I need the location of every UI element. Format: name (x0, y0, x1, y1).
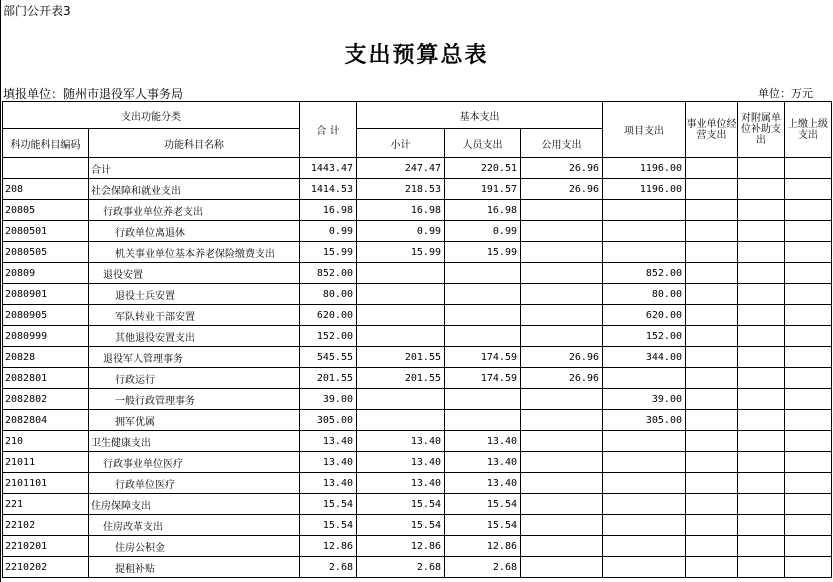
row-code: 221 (3, 494, 89, 515)
row-public: 26.96 (521, 368, 603, 389)
basic-header: 基本支出 (357, 102, 603, 129)
row-upper (785, 284, 832, 305)
row-project (603, 431, 686, 452)
table-row (3, 473, 832, 494)
row-upper (785, 431, 832, 452)
table-row (3, 200, 832, 221)
table-row (3, 284, 832, 305)
row-upper (785, 557, 832, 578)
row-subtotal (357, 284, 445, 305)
row-name: 行政单位离退休 (89, 221, 300, 242)
row-subsidy (738, 452, 785, 473)
row-name: 退役军人管理事务 (89, 347, 300, 368)
row-code: 20828 (3, 347, 89, 368)
money-unit: 单位：万元 (758, 87, 813, 100)
row-project: 152.00 (603, 326, 686, 347)
row-unit-operation (686, 389, 738, 410)
row-upper (785, 200, 832, 221)
row-personnel: 13.40 (445, 431, 521, 452)
row-personnel: 15.99 (445, 242, 521, 263)
row-project: 1196.00 (603, 158, 686, 179)
row-code: 2080505 (3, 242, 89, 263)
row-public (521, 452, 603, 473)
table-row (3, 305, 832, 326)
row-public (521, 242, 603, 263)
row-name: 行政事业单位养老支出 (89, 200, 300, 221)
row-public (521, 473, 603, 494)
row-subtotal: 15.54 (357, 515, 445, 536)
row-project (603, 557, 686, 578)
unit-operation-header: 事业单位经营支出 (686, 102, 738, 158)
row-upper (785, 158, 832, 179)
row-total: 80.00 (300, 284, 357, 305)
row-upper (785, 242, 832, 263)
row-subsidy (738, 305, 785, 326)
row-subtotal: 13.40 (357, 431, 445, 452)
row-public: 26.96 (521, 158, 603, 179)
row-personnel: 220.51 (445, 158, 521, 179)
row-unit-operation (686, 263, 738, 284)
row-project (603, 200, 686, 221)
row-subsidy (738, 221, 785, 242)
row-subtotal: 15.99 (357, 242, 445, 263)
row-subsidy (738, 347, 785, 368)
reporting-unit: 填报单位：随州市退役军人事务局 (3, 87, 184, 101)
row-upper (785, 452, 832, 473)
row-personnel: 16.98 (445, 200, 521, 221)
row-public (521, 410, 603, 431)
total-header: 合 计 (300, 102, 357, 158)
row-total: 16.98 (300, 200, 357, 221)
row-total: 152.00 (300, 326, 357, 347)
row-subsidy (738, 389, 785, 410)
table-row (3, 221, 832, 242)
row-name: 行政运行 (89, 368, 300, 389)
row-subtotal (357, 305, 445, 326)
row-subsidy (738, 473, 785, 494)
row-public: 26.96 (521, 347, 603, 368)
row-code: 2082804 (3, 410, 89, 431)
row-public: 26.96 (521, 179, 603, 200)
subtotal-header: 小计 (357, 129, 445, 158)
row-personnel (445, 326, 521, 347)
row-subsidy (738, 368, 785, 389)
row-name: 行政事业单位医疗 (89, 452, 300, 473)
row-public (521, 200, 603, 221)
row-total: 305.00 (300, 410, 357, 431)
row-code: 2101101 (3, 473, 89, 494)
table-row (3, 410, 832, 431)
row-code: 208 (3, 179, 89, 200)
row-public (521, 263, 603, 284)
row-public (521, 389, 603, 410)
row-subsidy (738, 242, 785, 263)
row-name: 卫生健康支出 (89, 431, 300, 452)
row-upper (785, 494, 832, 515)
row-upper (785, 263, 832, 284)
row-personnel: 13.40 (445, 473, 521, 494)
row-personnel: 2.68 (445, 557, 521, 578)
row-unit-operation (686, 494, 738, 515)
row-subtotal: 12.86 (357, 536, 445, 557)
row-code: 2080901 (3, 284, 89, 305)
row-project (603, 368, 686, 389)
row-total: 13.40 (300, 452, 357, 473)
row-project (603, 536, 686, 557)
row-name: 其他退役安置支出 (89, 326, 300, 347)
row-project: 344.00 (603, 347, 686, 368)
row-unit-operation (686, 305, 738, 326)
row-public (521, 515, 603, 536)
row-code: 2082801 (3, 368, 89, 389)
row-personnel: 174.59 (445, 368, 521, 389)
subsidy-header: 对附属单位补助支出 (738, 102, 785, 158)
row-project: 39.00 (603, 389, 686, 410)
row-subtotal: 218.53 (357, 179, 445, 200)
row-project (603, 473, 686, 494)
row-subtotal (357, 263, 445, 284)
row-name: 社会保障和就业支出 (89, 179, 300, 200)
table-row (3, 515, 832, 536)
row-public (521, 557, 603, 578)
row-public (521, 284, 603, 305)
row-subsidy (738, 263, 785, 284)
page-title: 支出预算总表 (344, 42, 489, 68)
row-project (603, 452, 686, 473)
table-row (3, 368, 832, 389)
row-upper (785, 221, 832, 242)
row-total: 201.55 (300, 368, 357, 389)
row-project (603, 221, 686, 242)
doc-label: 部门公开表3 (3, 4, 71, 18)
row-subtotal: 15.54 (357, 494, 445, 515)
row-upper (785, 326, 832, 347)
row-project: 305.00 (603, 410, 686, 431)
row-subtotal (357, 389, 445, 410)
row-code: 21011 (3, 452, 89, 473)
row-public (521, 326, 603, 347)
row-total: 39.00 (300, 389, 357, 410)
row-total: 620.00 (300, 305, 357, 326)
table-row (3, 242, 832, 263)
table-row (3, 158, 832, 179)
row-name: 退役安置 (89, 263, 300, 284)
row-personnel (445, 389, 521, 410)
row-name: 机关事业单位基本养老保险缴费支出 (89, 242, 300, 263)
table-row (3, 326, 832, 347)
row-code: 2080905 (3, 305, 89, 326)
row-upper (785, 536, 832, 557)
row-project: 620.00 (603, 305, 686, 326)
row-public (521, 431, 603, 452)
row-public (521, 305, 603, 326)
row-public (521, 536, 603, 557)
row-personnel (445, 305, 521, 326)
row-upper (785, 410, 832, 431)
row-personnel (445, 410, 521, 431)
row-subsidy (738, 158, 785, 179)
row-subtotal (357, 326, 445, 347)
row-code: 2082802 (3, 389, 89, 410)
row-subsidy (738, 179, 785, 200)
row-upper (785, 179, 832, 200)
row-code (3, 158, 89, 179)
row-total: 15.54 (300, 494, 357, 515)
row-total: 2.68 (300, 557, 357, 578)
row-subsidy (738, 284, 785, 305)
row-personnel: 0.99 (445, 221, 521, 242)
row-upper (785, 473, 832, 494)
row-unit-operation (686, 284, 738, 305)
row-unit-operation (686, 557, 738, 578)
row-unit-operation (686, 452, 738, 473)
row-project: 80.00 (603, 284, 686, 305)
row-total: 13.40 (300, 473, 357, 494)
row-subtotal (357, 410, 445, 431)
table-row (3, 263, 832, 284)
table-row (3, 431, 832, 452)
table-row (3, 179, 832, 200)
table-row (3, 452, 832, 473)
row-subsidy (738, 200, 785, 221)
row-code: 210 (3, 431, 89, 452)
table-row (3, 536, 832, 557)
row-project: 1196.00 (603, 179, 686, 200)
row-project (603, 242, 686, 263)
row-public (521, 494, 603, 515)
row-subsidy (738, 326, 785, 347)
row-total: 13.40 (300, 431, 357, 452)
row-total: 0.99 (300, 221, 357, 242)
row-code: 22102 (3, 515, 89, 536)
row-unit-operation (686, 536, 738, 557)
row-unit-operation (686, 179, 738, 200)
row-subsidy (738, 431, 785, 452)
row-unit-operation (686, 200, 738, 221)
project-header: 项目支出 (603, 102, 686, 158)
row-subtotal: 247.47 (357, 158, 445, 179)
row-subtotal: 16.98 (357, 200, 445, 221)
func-class-header: 支出功能分类 (3, 102, 300, 129)
row-unit-operation (686, 221, 738, 242)
row-name: 住房改革支出 (89, 515, 300, 536)
row-name: 拥军优属 (89, 410, 300, 431)
row-name: 住房公积金 (89, 536, 300, 557)
row-subtotal: 2.68 (357, 557, 445, 578)
row-unit-operation (686, 431, 738, 452)
row-public (521, 221, 603, 242)
row-unit-operation (686, 368, 738, 389)
row-subtotal: 13.40 (357, 452, 445, 473)
row-total: 1443.47 (300, 158, 357, 179)
row-unit-operation (686, 242, 738, 263)
table-row (3, 494, 832, 515)
personnel-header: 人员支出 (445, 129, 521, 158)
row-total: 1414.53 (300, 179, 357, 200)
row-unit-operation (686, 158, 738, 179)
row-subtotal: 201.55 (357, 368, 445, 389)
row-total: 545.55 (300, 347, 357, 368)
table-row (3, 347, 832, 368)
upper-header: 上缴上级支出 (785, 102, 832, 158)
row-total: 15.54 (300, 515, 357, 536)
table-row (3, 389, 832, 410)
row-personnel: 174.59 (445, 347, 521, 368)
row-personnel: 12.86 (445, 536, 521, 557)
table-row (3, 557, 832, 578)
row-subtotal: 201.55 (357, 347, 445, 368)
row-project: 852.00 (603, 263, 686, 284)
row-code: 2080999 (3, 326, 89, 347)
row-subsidy (738, 515, 785, 536)
row-subtotal: 0.99 (357, 221, 445, 242)
public-header: 公用支出 (521, 129, 603, 158)
row-name: 一般行政管理事务 (89, 389, 300, 410)
row-project (603, 494, 686, 515)
row-total: 852.00 (300, 263, 357, 284)
row-upper (785, 515, 832, 536)
row-unit-operation (686, 473, 738, 494)
row-name: 合计 (89, 158, 300, 179)
row-personnel (445, 284, 521, 305)
row-code: 2210201 (3, 536, 89, 557)
row-code: 2080501 (3, 221, 89, 242)
row-upper (785, 347, 832, 368)
row-subsidy (738, 536, 785, 557)
row-personnel: 13.40 (445, 452, 521, 473)
row-total: 12.86 (300, 536, 357, 557)
row-upper (785, 368, 832, 389)
row-subsidy (738, 410, 785, 431)
row-project (603, 515, 686, 536)
row-code: 2210202 (3, 557, 89, 578)
row-name: 行政单位医疗 (89, 473, 300, 494)
row-name: 住房保障支出 (89, 494, 300, 515)
row-unit-operation (686, 347, 738, 368)
row-name: 提租补贴 (89, 557, 300, 578)
row-upper (785, 305, 832, 326)
code-header: 科功能科目编码 (3, 129, 89, 158)
row-code: 20809 (3, 263, 89, 284)
row-personnel: 191.57 (445, 179, 521, 200)
row-personnel (445, 263, 521, 284)
row-subtotal: 13.40 (357, 473, 445, 494)
name-header: 功能科目名称 (89, 129, 300, 158)
row-upper (785, 389, 832, 410)
row-subsidy (738, 557, 785, 578)
budget-table (2, 101, 832, 578)
row-personnel: 15.54 (445, 515, 521, 536)
left-border (0, 0, 1, 582)
row-total: 15.99 (300, 242, 357, 263)
row-personnel: 15.54 (445, 494, 521, 515)
row-name: 军队转业干部安置 (89, 305, 300, 326)
row-unit-operation (686, 515, 738, 536)
row-unit-operation (686, 326, 738, 347)
row-subsidy (738, 494, 785, 515)
row-name: 退役士兵安置 (89, 284, 300, 305)
row-unit-operation (686, 410, 738, 431)
row-code: 20805 (3, 200, 89, 221)
